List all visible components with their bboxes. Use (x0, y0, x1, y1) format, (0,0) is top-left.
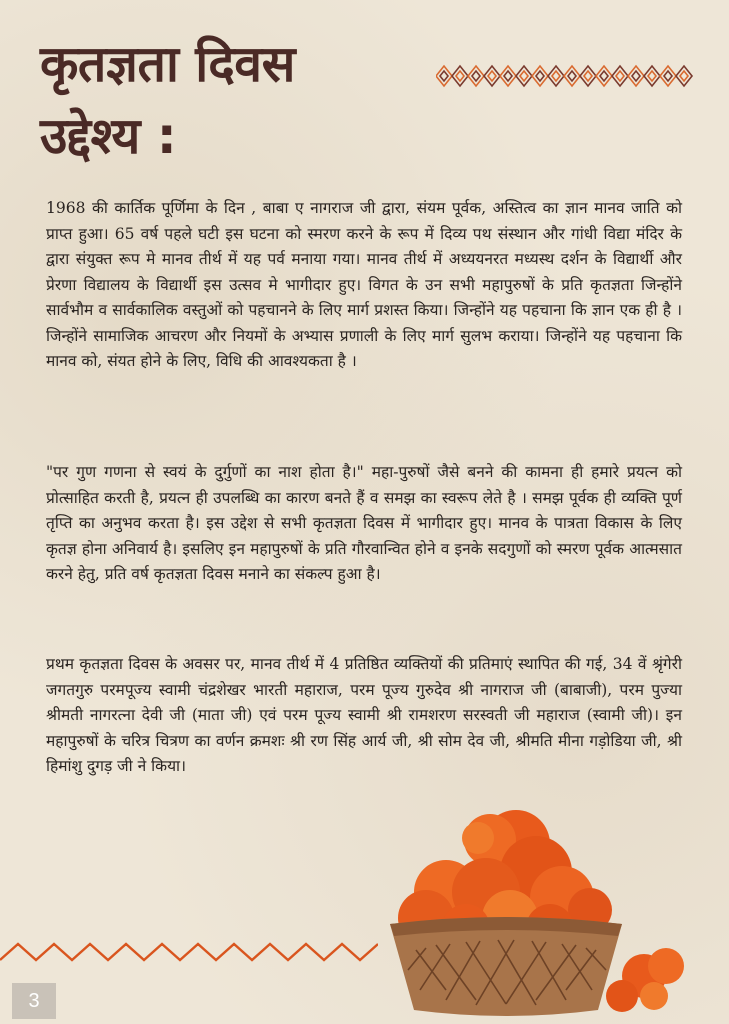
diamond-inner-shape (488, 71, 496, 81)
diamond-inner-shape (584, 71, 592, 81)
diamond-shape (468, 66, 484, 86)
diamond-inner-shape (648, 71, 656, 81)
diamond-inner-shape (568, 71, 576, 81)
diamond-inner-shape (456, 71, 464, 81)
diamond-inner-shape (664, 71, 672, 81)
diamond-shape (644, 66, 660, 86)
diamond-shape (548, 66, 564, 86)
diamond-inner-shape (552, 71, 560, 81)
basket-icon (390, 917, 622, 1016)
paragraph-2: "पर गुण गणना से स्वयं के दुर्गुणों का नाश होता है।" महा-पुरुषों जैसे बनने की कामना ही हमारे प्रयत्न को प्रोत्साहित करती है, प्रयत्न ही उपलब्धि का कारण बनते हैं व समझ का स्वरूप लेते है । समझ पूर्वक ही व्यक्ति पूर्ण तृप्ति का अनुभव करता है। इस उद्देश से सभी कृतज्ञता दिवस में भागीदार हुए। मानव के पात्रता विकास के लिए कृतज्ञ होना अनिवार्य है। इसलिए इन महापुरुषों के प्रति गौरवान्वित होने व इनके सदगुणों को स्मरण पूर्वक आत्मसात करने हेतु, प्रति वर्ष कृतज्ञता दिवस मनाने का संकल्प हुआ है। (46, 463, 682, 583)
diamond-shape (452, 66, 468, 86)
diamond-shape (596, 66, 612, 86)
diamond-shape (612, 66, 628, 86)
diamond-inner-shape (536, 71, 544, 81)
diamond-pattern-ornament-icon (436, 58, 698, 94)
diamond-inner-shape (440, 71, 448, 81)
diamond-inner-shape (616, 71, 624, 81)
page-title (40, 28, 295, 172)
diamond-inner-shape (680, 71, 688, 81)
diamond-shape (580, 66, 596, 86)
paragraph-1: 1968 की कार्तिक पूर्णिमा के दिन , बाबा ए नागराज जी द्वारा, संयम पूर्वक, अस्तित्व का ज्ञान मानव जाति को प्राप्त हुआ। 65 वर्ष पहले घटी इस घटना को स्मरण करने के रूप में दिव्य पथ संस्थान और गांधी विद्या मंदिर के द्वारा संयुक्त रूप मे मानव तीर्थ में यह पर्व मनाया गया। मानव तीर्थ में अध्ययनरत मध्यस्थ दर्शन के विद्यार्थी और प्रेरणा विद्यालय के विद्यार्थी इस उत्सव मे भागीदार हुए। विगत के उन सभी महापुरुषों के प्रति कृतज्ञता जिन्होंने सार्वभौम व सार्वकालिक वस्तुओं को पहचानने के लिए मार्ग प्रशस्त किया। जिन्होंने यह पहचाना कि ज्ञान एक ही है ।जिन्होंने सामाजिक आचरण और नियमों के अभ्यास प्रणाली के लिए मार्ग सुलभ कराया। जिन्होंने यह पहचाना कि मानव को, संयत होने के लिए, विधि की आवश्यकता है । (46, 199, 682, 370)
diamond-shape (532, 66, 548, 86)
diamond-shape (436, 66, 452, 86)
diamond-inner-shape (472, 71, 480, 81)
diamond-shape (628, 66, 644, 86)
paragraph-3: प्रथम कृतज्ञता दिवस के अवसर पर, मानव तीर्थ में 4 प्रतिष्ठित व्यक्तियों की प्रतिमाएं स्थापित की गई, 34 वें श्रृंगेरी जगतगुरु परमपूज्य स्वामी चंद्रशेखर भारती महाराज, परम पूज्य गुरुदेव श्री नागराज जी (बाबाजी), परम पुज्या श्रीमती नागरत्ना देवी जी (माता जी) एवं परम पूज्य स्वामी श्री रामशरण सरस्वती जी महाराज (स्वामी जी)। इन महापुरुषों के चरित्र चित्रण का वर्णन क्रमशः श्री रण सिंह आर्य जी, श्री सोम देव जी, श्रीमति मीना गड़ोडिया जी, श्री हिमांशु दुगड़ जी ने किया। (46, 655, 682, 775)
diamond-shape (500, 66, 516, 86)
basket-of-marigold-flowers-icon (386, 800, 706, 1024)
diamond-inner-shape (520, 71, 528, 81)
title-line-1: कृतज्ञता दिवस (40, 35, 295, 93)
diamond-shape (660, 66, 676, 86)
diamond-shape (564, 66, 580, 86)
diamond-inner-shape (504, 71, 512, 81)
diamond-inner-shape (600, 71, 608, 81)
title-line-2: उद्देश्य : (40, 107, 177, 165)
zigzag-line-ornament-icon (0, 940, 378, 964)
page-number-badge: 3 (12, 983, 56, 1019)
diamond-shape (676, 66, 692, 86)
diamond-shape (484, 66, 500, 86)
loose-marigold-icon (606, 948, 684, 1012)
diamond-inner-shape (632, 71, 640, 81)
diamond-shape (516, 66, 532, 86)
